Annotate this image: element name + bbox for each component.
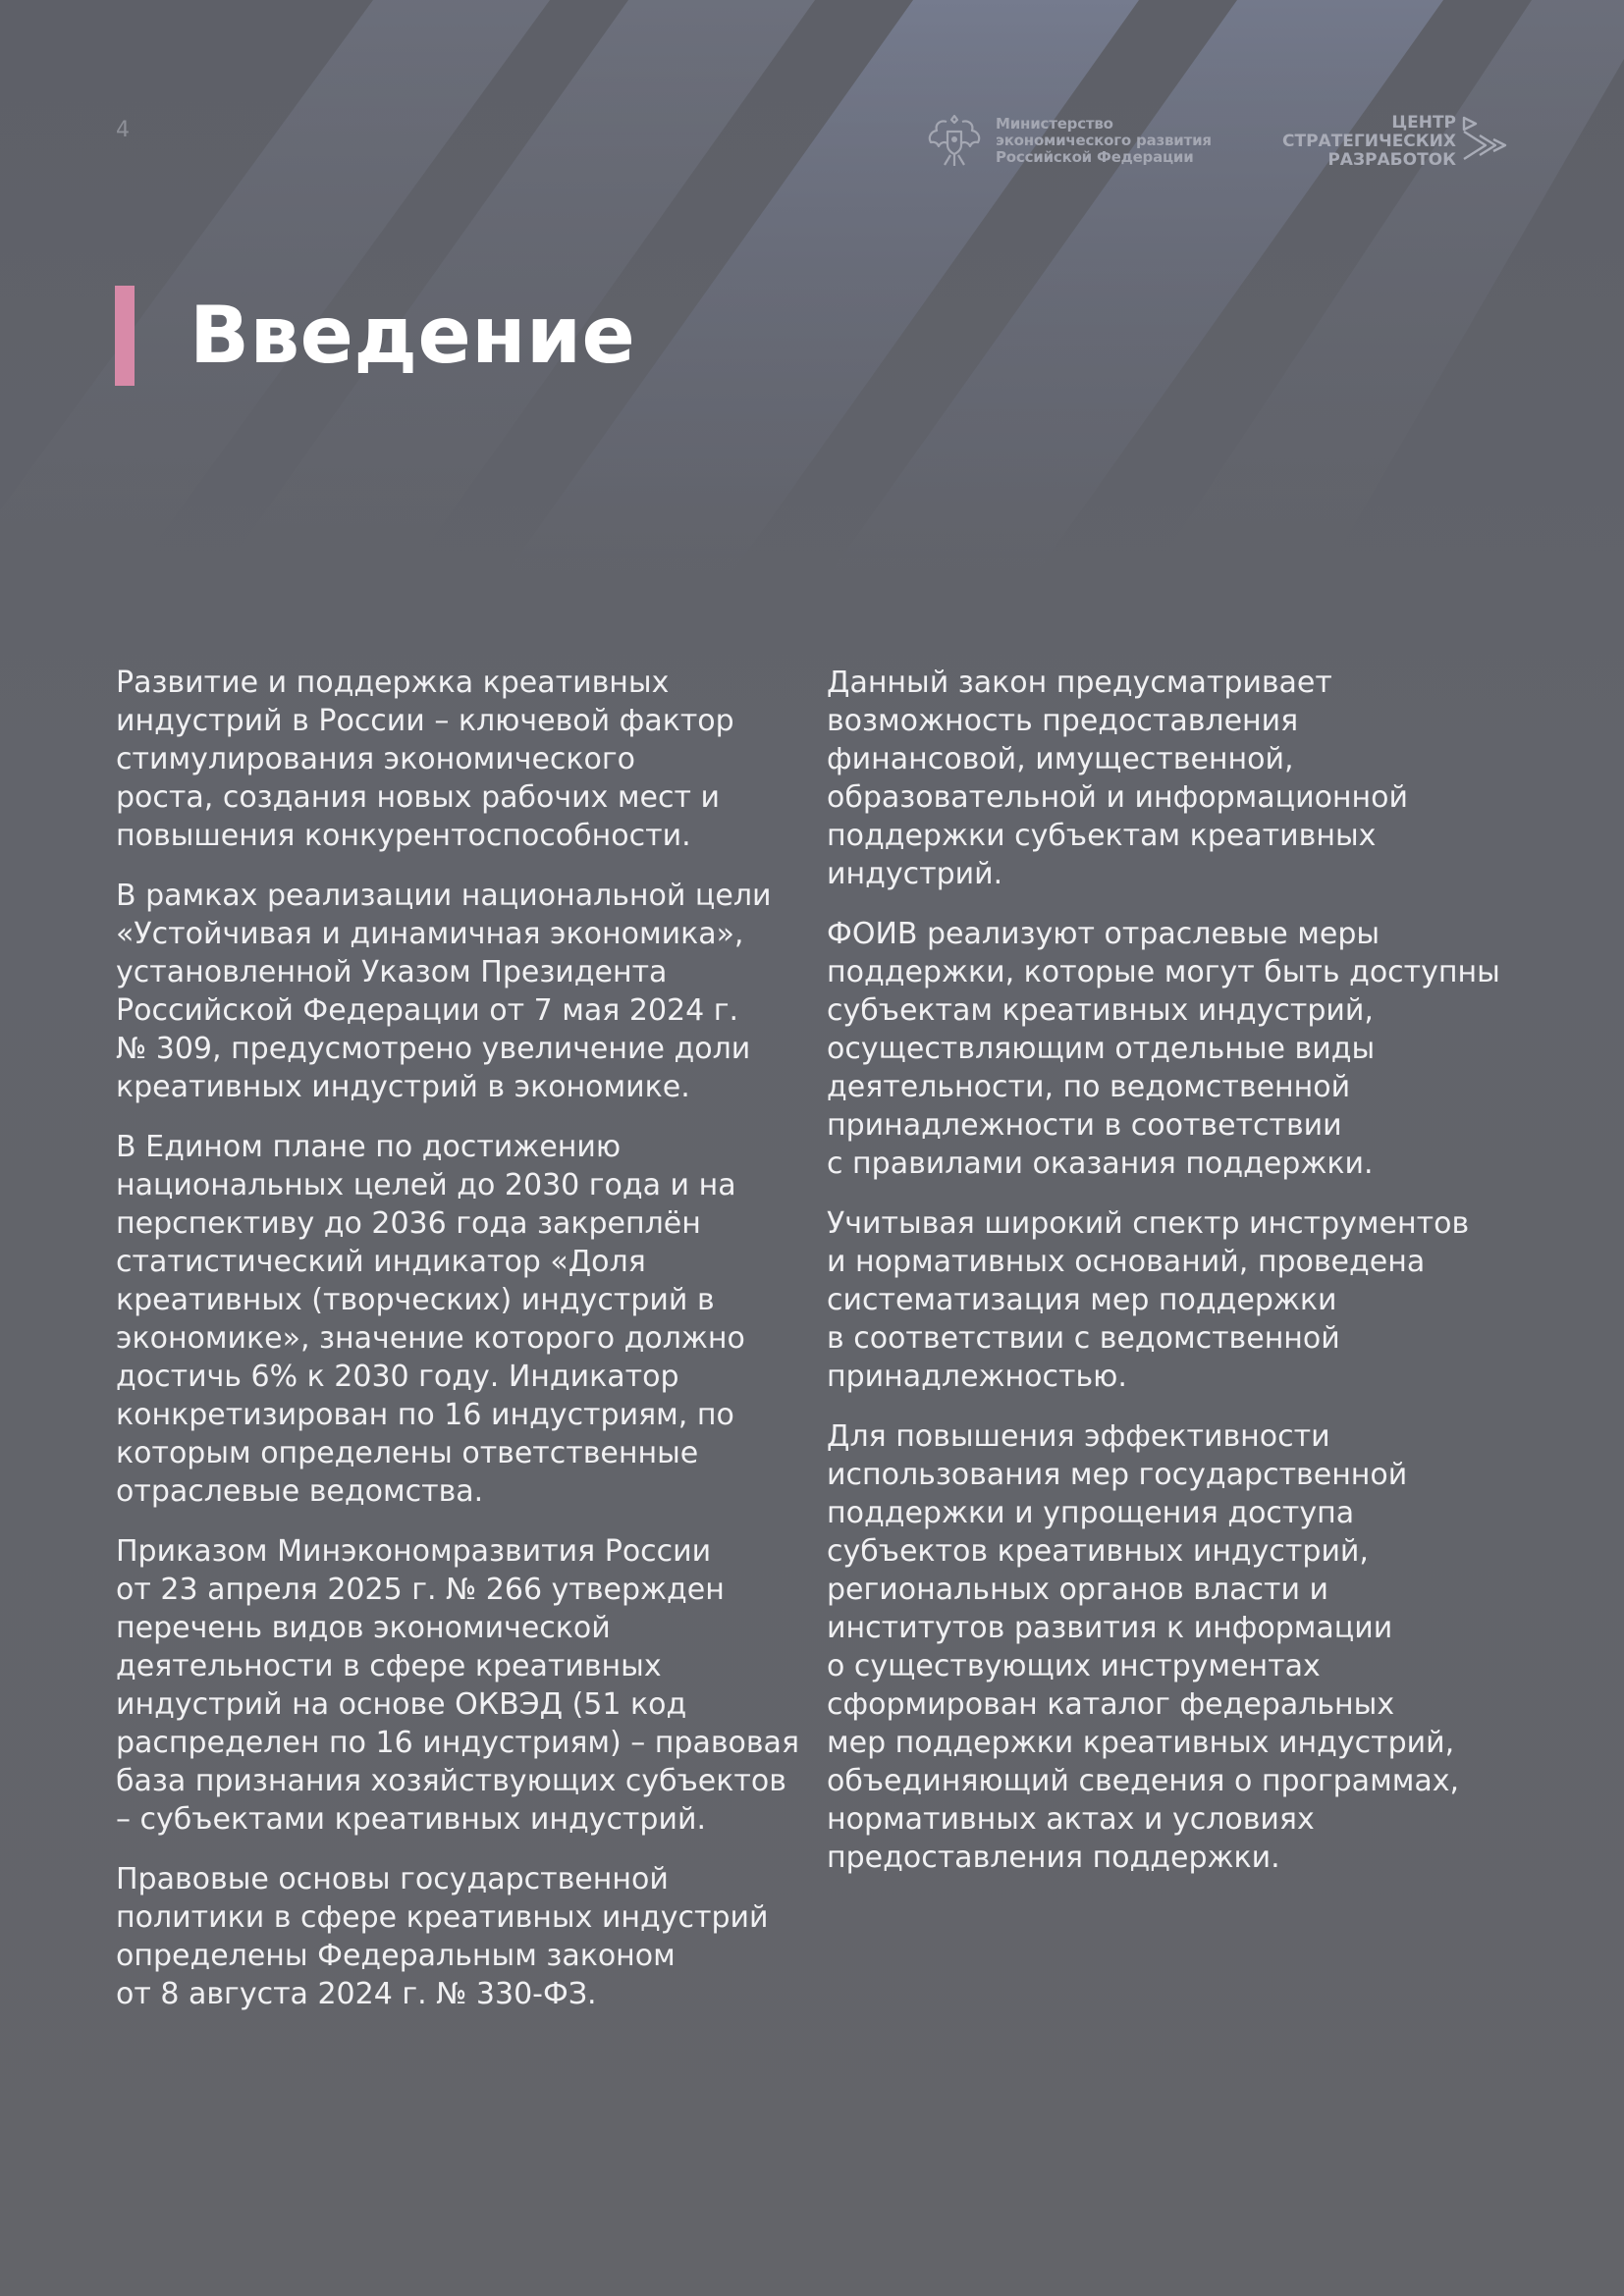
- title-accent-bar: [115, 286, 135, 386]
- csr-logo-text: [1282, 114, 1456, 170]
- left-text-column: [116, 664, 803, 2035]
- paragraph: Для повышения эффективности использования мер государственной поддержки и упрощения доступа субъектов креативных индустрий, региональных органов власти и институтов развития к информации о существующих инструментах сформирован каталог федеральных мер поддержки креативных индустрий, объединяющий сведения о программах, нормативных актах и условиях предоставления поддержки.: [827, 1419, 1460, 1875]
- paragraph: ФОИВ реализуют отраслевые меры поддержки, которые могут быть доступны субъектам креативных индустрий, осуществляющим отдельные виды деятельности, по ведомственной принадлежности в соответствии с правилами оказания поддержки.: [827, 917, 1500, 1181]
- csr-line-3: РАЗРАБОТОК: [1327, 149, 1457, 170]
- paragraph: Учитывая широкий спектр инструментов и нормативных оснований, проведена систематизация мер поддержки в соответствии с ведомственной принадлежностью.: [827, 1206, 1470, 1394]
- ministry-logo-text: [996, 116, 1212, 166]
- ministry-line-1: Министерство: [996, 114, 1113, 133]
- paragraph: В Едином плане по достижению национальных целей до 2030 года и на перспективу до 2036 года закреплён статистический индикатор «Доля креативных (творческих) индустрий в экономике», значение которого должно достичь 6% к 2030 году. Индикатор конкретизирован по 16 индустриям, по которым определены ответственные отраслевые ведомства.: [116, 1130, 745, 1509]
- csr-line-2: СТРАТЕГИЧЕСКИХ: [1282, 131, 1457, 151]
- right-text-column: [827, 664, 1514, 1898]
- double-headed-eagle-emblem-icon: [925, 110, 984, 171]
- paragraph: Правовые основы государственной политики в сфере креативных индустрий определены Федеральным законом от 8 августа 2024 г. № 330-ФЗ.: [116, 1862, 769, 2011]
- page-number: 4: [116, 118, 130, 142]
- ministry-line-2: экономического развития: [996, 131, 1212, 149]
- ministry-logo: [925, 110, 1212, 171]
- paragraph: Приказом Минэкономразвития России от 23 апреля 2025 г. № 266 утвержден перечень видов экономической деятельности в сфере креативных индустрий на основе ОКВЭД (51 код распределен по 16 индустриям) – правовая база признания хозяйствующих субъектов – субъектами креативных индустрий.: [116, 1534, 799, 1837]
- paragraph: Развитие и поддержка креативных индустрий в России – ключевой фактор стимулирования экономического роста, создания новых рабочих мест и повышения конкурентоспособности.: [116, 666, 734, 853]
- csr-arrow-mark-icon: [1458, 112, 1517, 171]
- paragraph: Данный закон предусматривает возможность предоставления финансовой, имущественной, образовательной и информационной поддержки субъектам креативных индустрий.: [827, 666, 1409, 891]
- csr-logo: [1282, 112, 1517, 171]
- page-title: Введение: [189, 290, 636, 381]
- csr-line-1: ЦЕНТР: [1391, 112, 1457, 133]
- paragraph: В рамках реализации национальной цели «Устойчивая и динамичная экономика», установленной Указом Президента Российской Федерации от 7 мая 2024 г. № 309, предусмотрено увеличение доли креативных индустрий в экономике.: [116, 879, 772, 1104]
- ministry-line-3: Российской Федерации: [996, 147, 1194, 166]
